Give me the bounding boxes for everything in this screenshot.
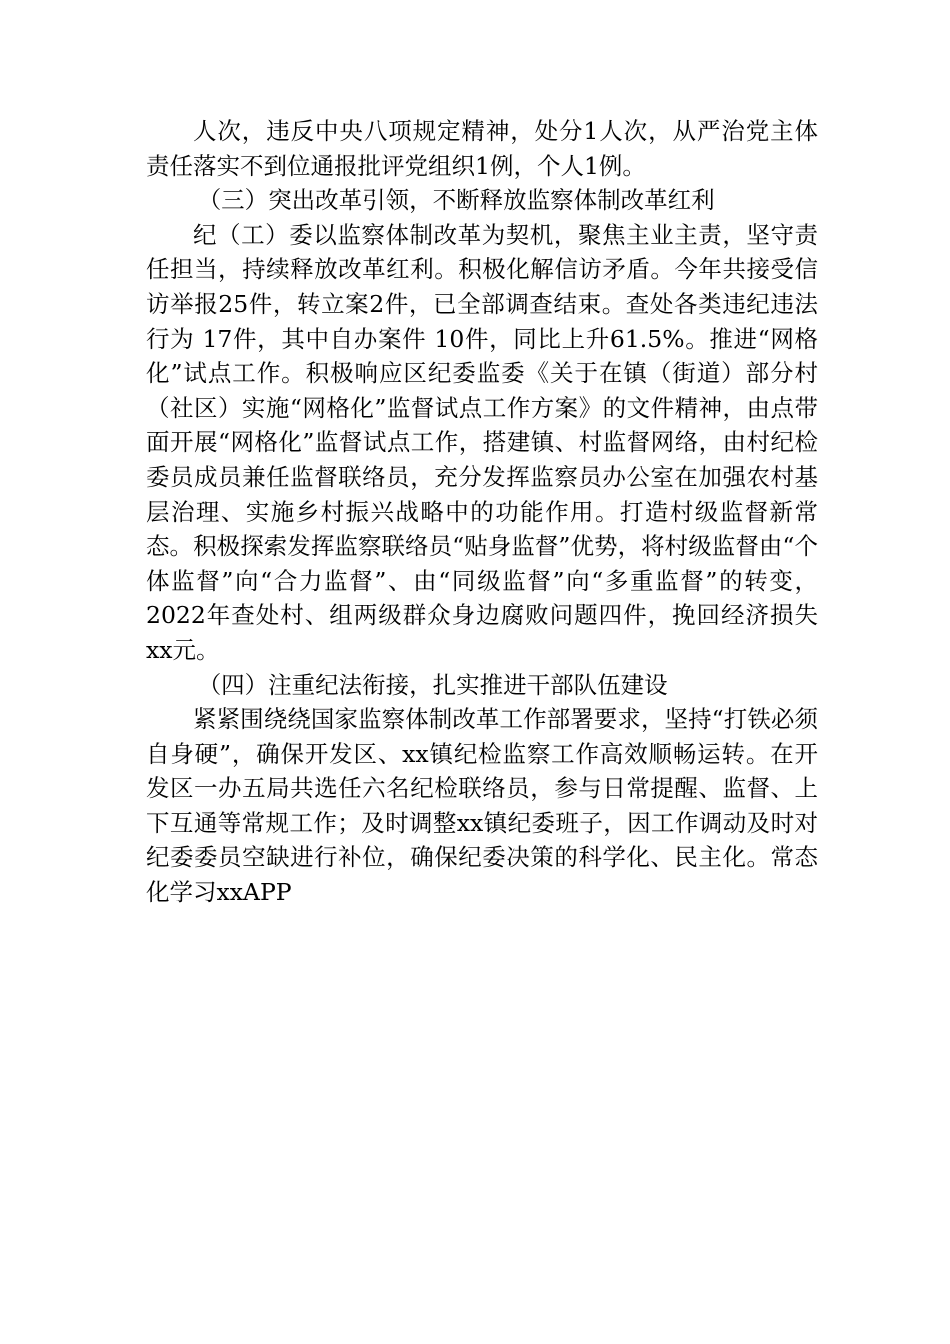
section-heading-3: （三）突出改革引领，不断释放监察体制改革红利 — [197, 186, 715, 215]
document-body — [146, 114, 818, 910]
paragraph-section-4: 紧紧围绕绕国家监察体制改革工作部署要求，坚持“打铁必须自身硬”，确保开发区、xx镇纪检监察工作高效顺畅运转。在开发区一办五局共选任六名纪检联络员，参与日常提醒、监督、上下互通等常规工作；及时调整xx镇纪委班子，因工作调动及时对纪委委员空缺进行补位，确保纪委决策的科学化、民主化。常态化学习xxAPP — [146, 705, 818, 907]
paragraph-continuation: 人次，违反中央八项规定精神，处分1人次，从严治党主体责任落实不到位通报批评党组织1例，个人1例。 — [146, 117, 818, 180]
section-heading-4: （四）注重纪法衔接，扎实推进干部队伍建设 — [197, 670, 668, 699]
paragraph-section-3: 纪（工）委以监察体制改革为契机，聚焦主业主责，坚守责任担当，持续释放改革红利。积极化解信访矛盾。今年共接受信访举报25件，转立案2件，已全部调查结束。查处各类违纪违法行为 17件，其中自办案件 10件，同比上升61.5%。推进“网格化”试点工作。积极响应区纪委监委《关于在镇（街道）部分村（社区）实施“网格化”监督试点工作方案》的文件精神，由点带面开展“网格化”监督试点工作，搭建镇、村监督网络，由村纪检委员成员兼任监督联络员，充分发挥监察员办公室在加强农村基层治理、实施乡村振兴战略中的功能作用。打造村级监督新常态。积极探索发挥监察联络员“贴身监督”优势，将村级监督由“个体监督”向“合力监督”、由“同级监督”向“多重监督”的转变，2022年查处村、组两级群众身边腐败问题四件，挽回经济损失xx元。 — [146, 220, 818, 664]
